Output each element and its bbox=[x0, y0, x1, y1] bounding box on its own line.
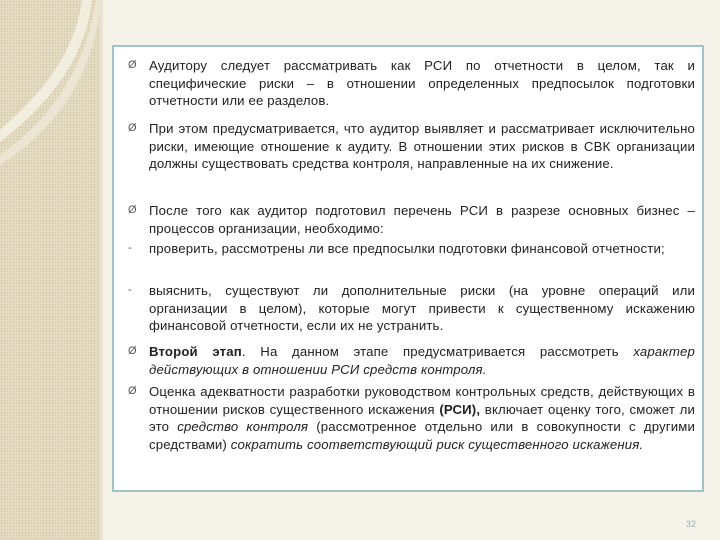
bullet-text: выяснить, существуют ли дополнительные риски (на уровне операций или организации в целом), которые могут привести к существенному искажению финансовой отчетности, если их не устранить. bbox=[149, 283, 695, 333]
arrow-bullet-icon: Ø bbox=[128, 345, 137, 357]
bold-phrase: (РСИ), bbox=[439, 401, 481, 417]
bullet-text: проверить, рассмотрены ли все предпосылки подготовки финансовой отчетности; bbox=[149, 241, 665, 256]
arrow-bullet-icon: Ø bbox=[128, 122, 137, 134]
text-run: . На данном этапе предусматривается рассмотреть bbox=[241, 344, 634, 359]
dash-bullet-icon: - bbox=[128, 242, 132, 254]
page-number: 32 bbox=[686, 519, 697, 529]
bullet-text bbox=[149, 383, 695, 453]
bold-phrase: Второй этап bbox=[149, 344, 242, 359]
italic-phrase: характер действующих в отношении РСИ средств контроля. bbox=[149, 344, 696, 377]
dash-bullet-icon: - bbox=[128, 284, 132, 296]
italic-phrase: сократить соответствующий риск существенного искажения. bbox=[230, 436, 644, 452]
bullet-text: Аудитору следует рассматривать как РСИ по отчетности в целом, так и специфические риски – в отношении определенных предпосылок подготовки отчетности или ее разделов. bbox=[149, 58, 695, 108]
text-run: включает оценку того, сможет ли это bbox=[149, 401, 695, 434]
arrow-bullet-icon: Ø bbox=[128, 204, 137, 216]
bullet-text: При этом предусматривается, что аудитор выявляет и рассматривает исключительно риски, имеющие отношение к аудиту. В отношении этих рисков в СВК организации должны существовать средства контроля, направленные на их снижение. bbox=[149, 121, 695, 171]
text-run: (рассмотренное отдельно или в совокупности с другими средствами) bbox=[149, 419, 695, 452]
arrow-bullet-icon: Ø bbox=[128, 59, 137, 71]
bullet-text: После того как аудитор подготовил перечень РСИ в разрезе основных бизнес – процессов организации, необходимо: bbox=[149, 203, 695, 236]
italic-phrase: средство контроля bbox=[177, 419, 309, 434]
bullet-text bbox=[149, 343, 695, 378]
text-run: Оценка адекватности разработки руководством контрольных средств, действующих в отношении рисков существенного искажения bbox=[149, 384, 695, 417]
sidebar-edge-shadow bbox=[100, 0, 103, 540]
arrow-bullet-icon: Ø bbox=[128, 385, 137, 397]
content-box bbox=[112, 45, 704, 492]
